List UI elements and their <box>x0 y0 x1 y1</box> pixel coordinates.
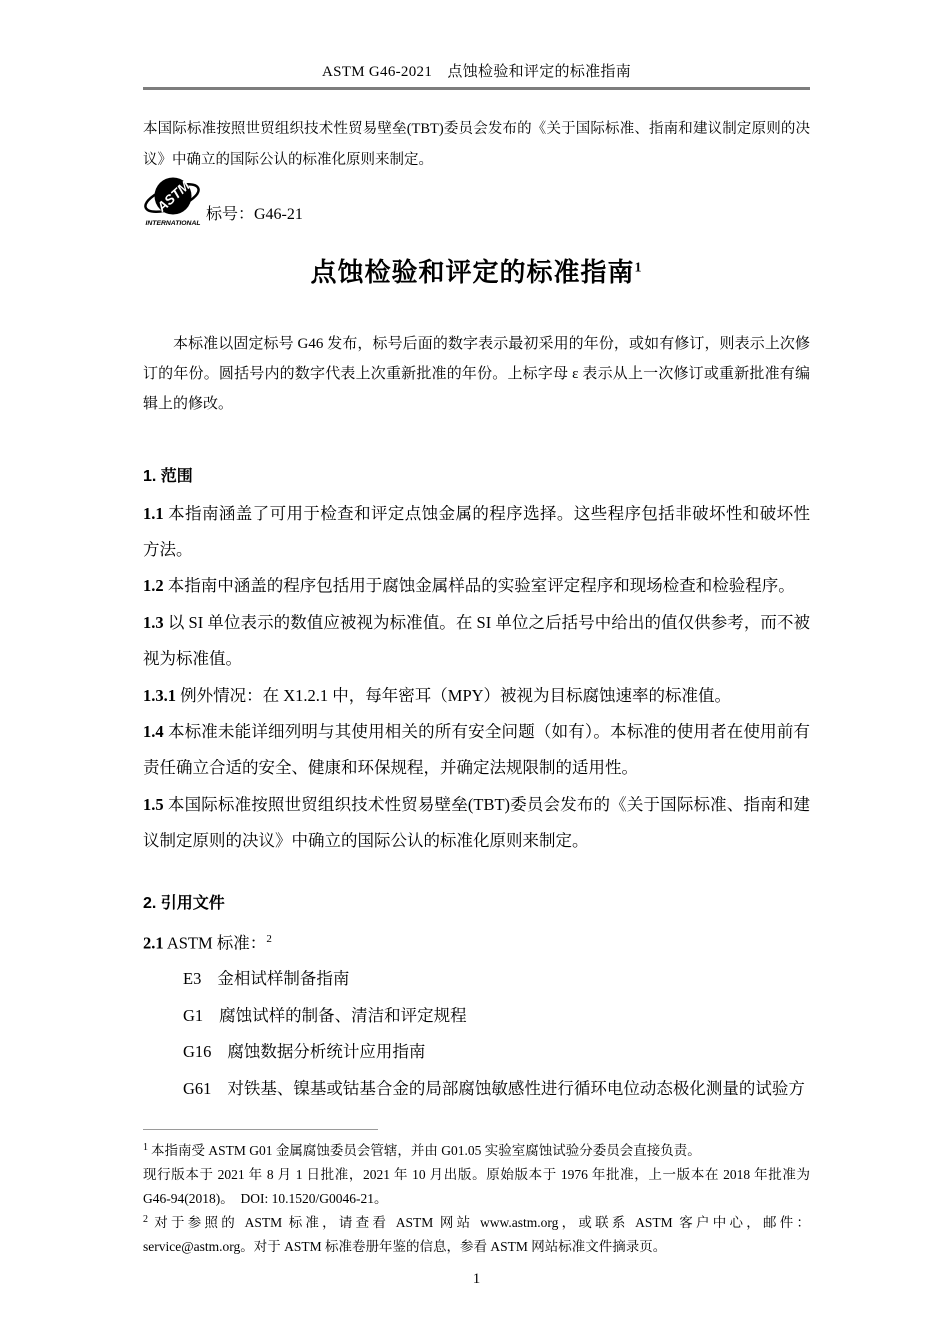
clause-1-3 <box>143 605 810 678</box>
footnote-text: 对于参照的 ASTM 标准，请查看 ASTM 网站 www.astm.org，或联系 ASTM 客户中心，邮件：service@astm.org。对于 ASTM 标准卷册年鉴的信息，参看 ASTM 网站标准文件摘录页。 <box>143 1215 810 1255</box>
footnote-text: 现行版本于 2021 年 8 月 1 日批准，2021 年 10 月出版。原始版本于 1976 年批准，上一版本在 2018 年批准为 G46-94(2018)。 DOI: 10.1520/G0046-21。 <box>143 1167 810 1207</box>
reference-item-e3 <box>143 961 810 997</box>
clause-2-1 <box>143 921 810 962</box>
clause-text: 例外情况：在 X1.2.1 中，每年密耳（MPY）被视为目标腐蚀速率的标准值。 <box>180 685 732 705</box>
clause-1-3-1 <box>143 678 810 714</box>
footnote-area <box>143 1129 810 1259</box>
reference-code: G16 <box>183 1042 212 1062</box>
reference-title: 腐蚀数据分析统计应用指南 <box>227 1042 426 1062</box>
running-header: ASTM G46-2021 点蚀检验和评定的标准指南 <box>321 64 632 80</box>
reference-code: G1 <box>183 1005 204 1025</box>
tbt-notice: 本国际标准按照世贸组织技术性贸易壁垒(TBT)委员会发布的《关于国际标准、指南和建议制定原则的决议》中确立的国际公认的标准化原则来制定。 <box>143 120 810 168</box>
astm-logo-icon <box>143 176 203 228</box>
section-scope <box>143 463 810 860</box>
reference-item-g61 <box>143 1071 810 1107</box>
footnote-text: 本指南受 ASTM G01 金属腐蚀委员会管辖，并由 G01.05 实验室腐蚀试验分委员会直接负责。 <box>151 1143 701 1159</box>
footnote-separator <box>143 1129 378 1130</box>
reference-title: 金相试样制备指南 <box>217 969 350 989</box>
clause-1-5 <box>143 787 810 860</box>
section-1-heading: 1. 范围 <box>143 467 193 485</box>
clause-number: 1.3 <box>143 612 164 632</box>
reference-title: 腐蚀试样的制备、清洁和评定规程 <box>219 1005 467 1025</box>
clause-number: 1.3.1 <box>143 685 176 705</box>
clause-text: 本标准未能详细列明与其使用相关的所有安全问题（如有）。本标准的使用者在使用前有责任确立合适的安全、健康和环保规程，并确定法规限制的适用性。 <box>143 721 811 778</box>
designation-row <box>143 176 810 228</box>
header-rule <box>143 87 810 90</box>
page-number: 1 <box>472 1271 481 1288</box>
astm-logo-text: ASTM <box>154 177 193 215</box>
reference-title: 对铁基、镍基或钴基合金的局部腐蚀敏感性进行循环电位动态极化测量的试验方 <box>227 1078 805 1098</box>
section-references <box>143 890 810 1108</box>
clause-1-1 <box>143 496 810 569</box>
clause-1-4 <box>143 714 810 787</box>
clause-text: 本国际标准按照世贸组织技术性贸易壁垒(TBT)委员会发布的《关于国际标准、指南和建议制定原则的决议》中确立的国际公认的标准化原则来制定。 <box>143 794 811 851</box>
footnote-1 <box>143 1139 810 1211</box>
reference-list <box>143 961 810 1107</box>
reference-item-g16 <box>143 1034 810 1070</box>
clause-text: 以 SI 单位表示的数值应被视为标准值。在 SI 单位之后括号中给出的值仅供参考，而不被视为标准值。 <box>143 612 811 669</box>
section-2-heading: 2. 引用文件 <box>143 894 225 912</box>
clause-number: 1.4 <box>143 721 164 741</box>
title-footnote-ref: 1 <box>634 259 643 275</box>
clause-number: 1.1 <box>143 503 164 523</box>
footnote-marker: 1 <box>143 1141 148 1153</box>
clause-number: 1.2 <box>143 576 164 596</box>
reference-item-g1 <box>143 998 810 1034</box>
document-title-text: 点蚀检验和评定的标准指南 <box>310 256 635 287</box>
designation-label: 标号：G46-21 <box>206 205 303 223</box>
clause-footnote-ref: 2 <box>266 932 272 945</box>
reference-code: G61 <box>183 1078 212 1098</box>
clause-text: 本指南涵盖了可用于检查和评定点蚀金属的程序选择。这些程序包括非破坏性和破坏性方法。 <box>143 503 811 559</box>
footnote-2 <box>143 1211 810 1259</box>
clause-text: ASTM 标准： <box>166 933 267 953</box>
clause-text: 本指南中涵盖的程序包括用于腐蚀金属样品的实验室评定程序和现场检查和检验程序。 <box>167 576 795 596</box>
document-title <box>143 252 810 289</box>
reference-code: E3 <box>183 969 202 989</box>
footnote-marker: 2 <box>143 1213 148 1225</box>
clause-number: 1.5 <box>143 794 164 814</box>
intro-paragraph: 本标准以固定标号 G46 发布，标号后面的数字表示最初采用的年份，或如有修订，则表示上次修订的年份。圆括号内的数字代表上次重新批准的年份。上标字母 ε 表示从上一次修订或重新批准有编辑上的修改。 <box>143 335 810 412</box>
clause-number: 2.1 <box>143 933 164 953</box>
clause-1-2 <box>143 568 810 604</box>
astm-logo-subtext: INTERNATIONAL <box>145 219 201 227</box>
